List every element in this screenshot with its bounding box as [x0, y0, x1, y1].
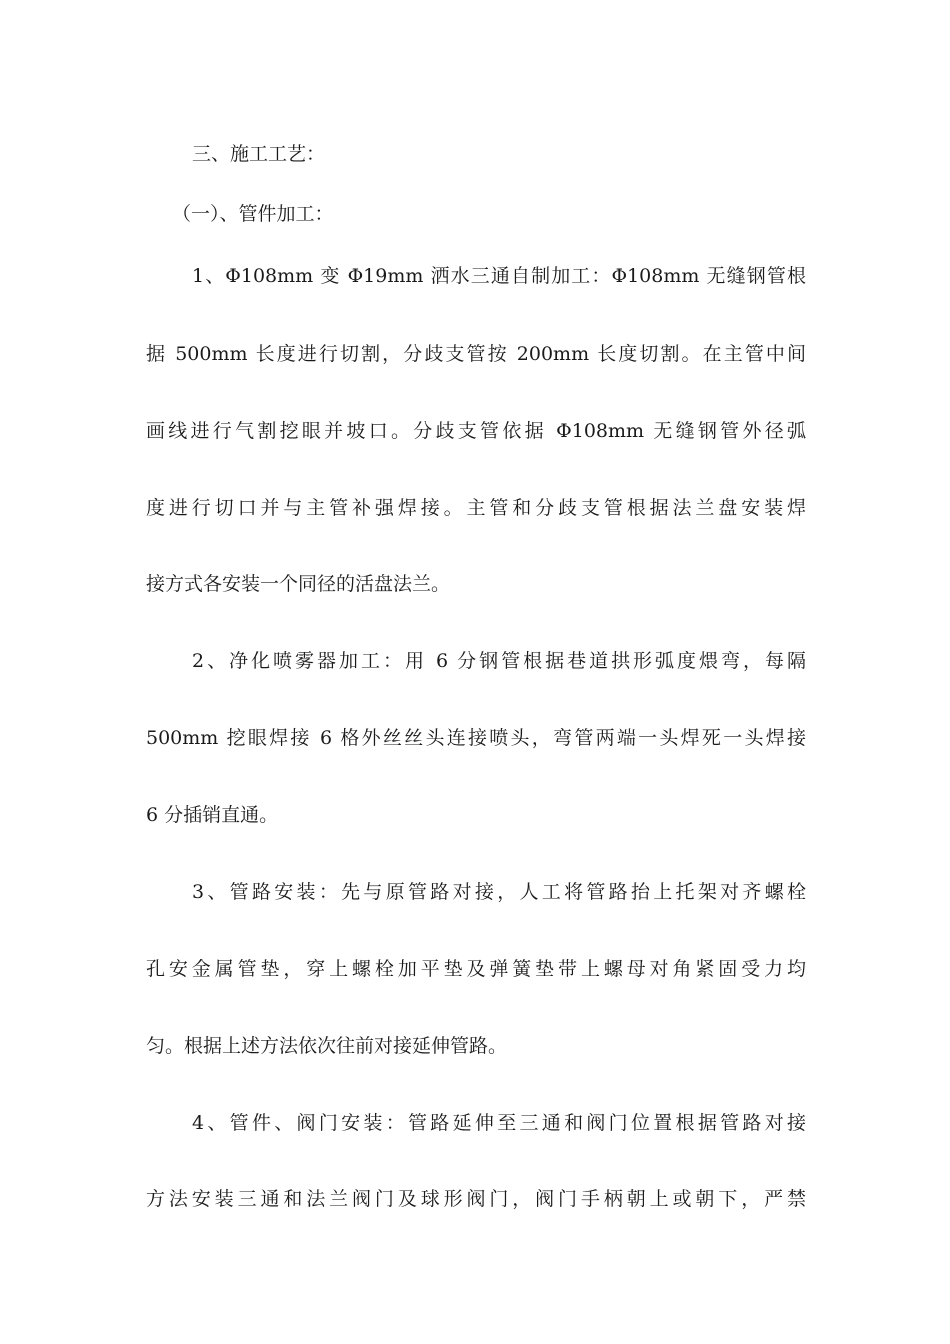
paragraph-line: 6 分插销直通。 — [146, 804, 279, 826]
section-heading: 三、施工工艺： — [192, 143, 326, 165]
paragraph-line: 画线进行气割挖眼并坡口。分歧支管依据 Φ108mm 无缝钢管外径弧 — [146, 420, 806, 442]
paragraph-line: 据 500mm 长度进行切割，分歧支管按 200mm 长度切割。在主管中间 — [146, 343, 806, 365]
paragraph-line: 2、净化喷雾器加工：用 6 分钢管根据巷道拱形弧度煨弯，每隔 — [192, 650, 806, 672]
paragraph-line: 匀。根据上述方法依次往前对接延伸管路。 — [146, 1035, 508, 1057]
paragraph-line: 1、Φ108mm 变 Φ19mm 洒水三通自制加工：Φ108mm 无缝钢管根 — [192, 265, 806, 287]
subsection-heading: （一）、管件加工： — [172, 203, 334, 225]
paragraph-line: 3、管路安装：先与原管路对接，人工将管路抬上托架对齐螺栓 — [192, 881, 806, 903]
paragraph-line: 方法安装三通和法兰阀门及球形阀门，阀门手柄朝上或朝下，严禁 — [146, 1188, 806, 1210]
paragraph-line: 4、管件、阀门安装：管路延伸至三通和阀门位置根据管路对接 — [192, 1112, 806, 1134]
paragraph-line: 孔安金属管垫，穿上螺栓加平垫及弹簧垫带上螺母对角紧固受力均 — [146, 958, 806, 980]
paragraph-line: 接方式各安装一个同径的活盘法兰。 — [146, 573, 451, 595]
paragraph-line: 度进行切口并与主管补强焊接。主管和分歧支管根据法兰盘安装焊 — [146, 497, 806, 519]
paragraph-line: 500mm 挖眼焊接 6 格外丝丝头连接喷头，弯管两端一头焊死一头焊接 — [146, 727, 806, 749]
